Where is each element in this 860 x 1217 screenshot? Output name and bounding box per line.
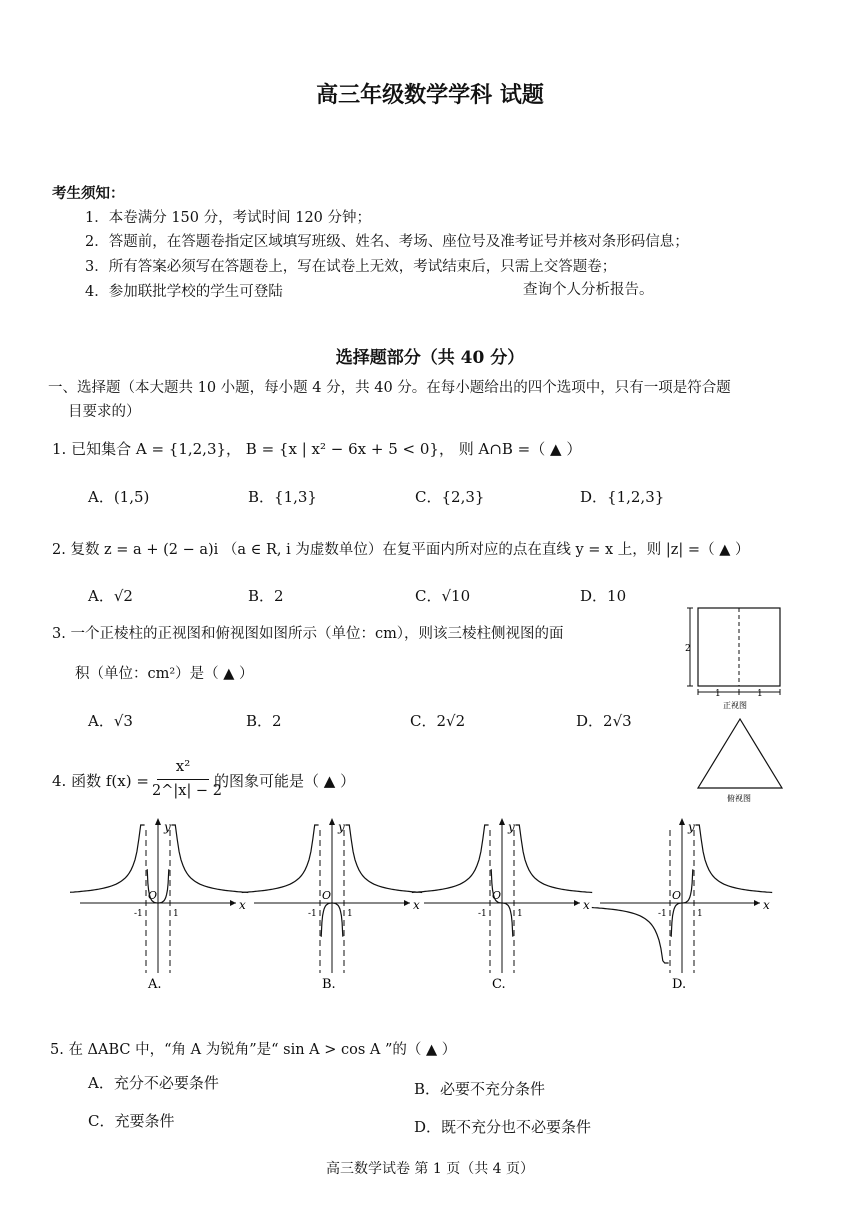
q4-graphs xyxy=(70,815,780,1000)
tick-label-neg: -1 xyxy=(658,909,667,919)
q2-option-d: D．10 xyxy=(580,587,627,605)
tick-label-pos: 1 xyxy=(517,909,523,919)
q4-fraction-bar xyxy=(157,779,209,780)
y-axis-arrow xyxy=(155,818,161,825)
graph-label: A. xyxy=(148,977,162,992)
graph-b xyxy=(242,818,422,992)
x-axis-arrow xyxy=(754,900,760,906)
graph-d xyxy=(592,818,772,992)
q1-stem: 1. 已知集合 A = {1,2,3}， B = {x | x² − 6x + 5 < 0}， 则 A∩B =（ ▲ ） xyxy=(52,440,582,458)
q1-option-a: A．(1,5) xyxy=(88,488,150,506)
graph-a xyxy=(70,818,248,992)
y-axis-label: y xyxy=(508,820,515,834)
x-axis-arrow xyxy=(574,900,580,906)
x-axis-label: x xyxy=(239,898,246,912)
tick-label-neg: -1 xyxy=(478,909,487,919)
tick-label-neg: -1 xyxy=(134,909,143,919)
section-intro-line1: 一、选择题（本大题共 10 小题，每小题 4 分，共 40 分。在每小题给出的四个选项中，只有一项是符合题 xyxy=(48,380,731,396)
q2-option-c: C．√10 xyxy=(415,587,471,605)
y-axis-arrow xyxy=(679,818,685,825)
page-footer: 高三数学试卷 第 1 页（共 4 页） xyxy=(325,1161,535,1177)
tick-label-pos: 1 xyxy=(697,909,703,919)
top-view-label: 俯视图 xyxy=(727,794,751,803)
exam-title: 高三年级数学学科 试题 xyxy=(316,82,544,108)
q3-option-c: C．2√2 xyxy=(410,712,466,730)
q5-option-b: B．必要不充分条件 xyxy=(414,1080,546,1098)
width-label-2: 1 xyxy=(757,689,763,699)
origin-label: O xyxy=(148,889,158,902)
q4-numerator: x² xyxy=(175,757,191,775)
y-axis-arrow xyxy=(499,818,505,825)
q1-option-d: D．{1,2,3} xyxy=(580,488,665,506)
x-axis-label: x xyxy=(583,898,590,912)
q4-stem-prefix: 4. 函数 f(x) = xyxy=(52,772,149,790)
origin-label: O xyxy=(322,889,332,902)
q3-option-a: A．√3 xyxy=(88,712,133,730)
notice-item-3: 3．所有答案必须写在答题卷上，写在试卷上无效，考试结束后，只需上交答题卷； xyxy=(85,259,617,275)
front-view-figure xyxy=(680,600,790,710)
section-intro-line2: 目要求的） xyxy=(68,404,141,420)
q4-stem-suffix: 的图象可能是（ ▲ ） xyxy=(214,772,356,790)
q2-stem: 2. 复数 z = a + (2 − a)i （a ∈ R, i 为虚数单位）在复平面内所对应的点在直线 y = x 上，则 |z| =（ ▲ ） xyxy=(52,542,750,558)
tick-label-neg: -1 xyxy=(308,909,317,919)
q3-stem-line2: 积（单位：cm²）是（ ▲ ） xyxy=(75,666,254,682)
q1-option-c: C．{2,3} xyxy=(415,488,485,506)
x-axis-arrow xyxy=(404,900,410,906)
q2-option-a: A．√2 xyxy=(88,587,133,605)
section-title: 选择题部分（共 40 分） xyxy=(335,348,525,368)
q3-stem-line1: 3. 一个正棱柱的正视图和俯视图如图所示（单位：cm），则该三棱柱侧视图的面 xyxy=(52,626,564,642)
q5-stem: 5. 在 ΔABC 中，“角 A 为锐角”是“ sin A > cos A ”的（ ▲ ） xyxy=(50,1042,457,1058)
x-axis-label: x xyxy=(413,898,420,912)
origin-label: O xyxy=(492,889,502,902)
x-axis-arrow xyxy=(230,900,236,906)
height-label: 2 xyxy=(685,644,691,654)
q2-option-b: B．2 xyxy=(248,587,284,605)
notice-item-1: 1．本卷满分 150 分，考试时间 120 分钟； xyxy=(85,210,372,226)
notice-item-2: 2．答题前，在答题卷指定区域填写班级、姓名、考场、座位号及准考证号并核对条形码信息； xyxy=(85,234,689,250)
q4-denominator: 2^|x| − 2 xyxy=(152,783,222,799)
width-label-1: 1 xyxy=(715,689,721,699)
top-view-figure xyxy=(690,713,790,805)
tick-label-pos: 1 xyxy=(347,909,353,919)
graph-c xyxy=(412,818,592,992)
q5-option-a: A．充分不必要条件 xyxy=(88,1074,219,1092)
q3-option-b: B．2 xyxy=(246,712,282,730)
front-view-label: 正视图 xyxy=(723,701,747,710)
notice-item-4: 4．参加联批学校的学生可登陆 xyxy=(85,284,283,300)
q3-option-d: D．2√3 xyxy=(576,712,632,730)
q5-option-d: D．既不充分也不必要条件 xyxy=(414,1118,592,1136)
y-axis-label: y xyxy=(164,820,171,834)
graph-label: D. xyxy=(672,977,687,992)
graph-label: C. xyxy=(492,977,506,992)
notice-item-4-tail: 查询个人分析报告。 xyxy=(523,282,654,298)
notice-heading: 考生须知： xyxy=(52,185,125,202)
y-axis-label: y xyxy=(688,820,695,834)
origin-label: O xyxy=(672,889,682,902)
y-axis-arrow xyxy=(329,818,335,825)
tick-label-pos: 1 xyxy=(173,909,179,919)
x-axis-label: x xyxy=(763,898,770,912)
graph-label: B. xyxy=(322,977,336,992)
y-axis-label: y xyxy=(338,820,345,834)
top-view-triangle xyxy=(698,719,782,788)
q5-option-c: C．充要条件 xyxy=(88,1112,175,1130)
function-curve xyxy=(70,825,248,903)
q1-option-b: B．{1,3} xyxy=(248,488,317,506)
